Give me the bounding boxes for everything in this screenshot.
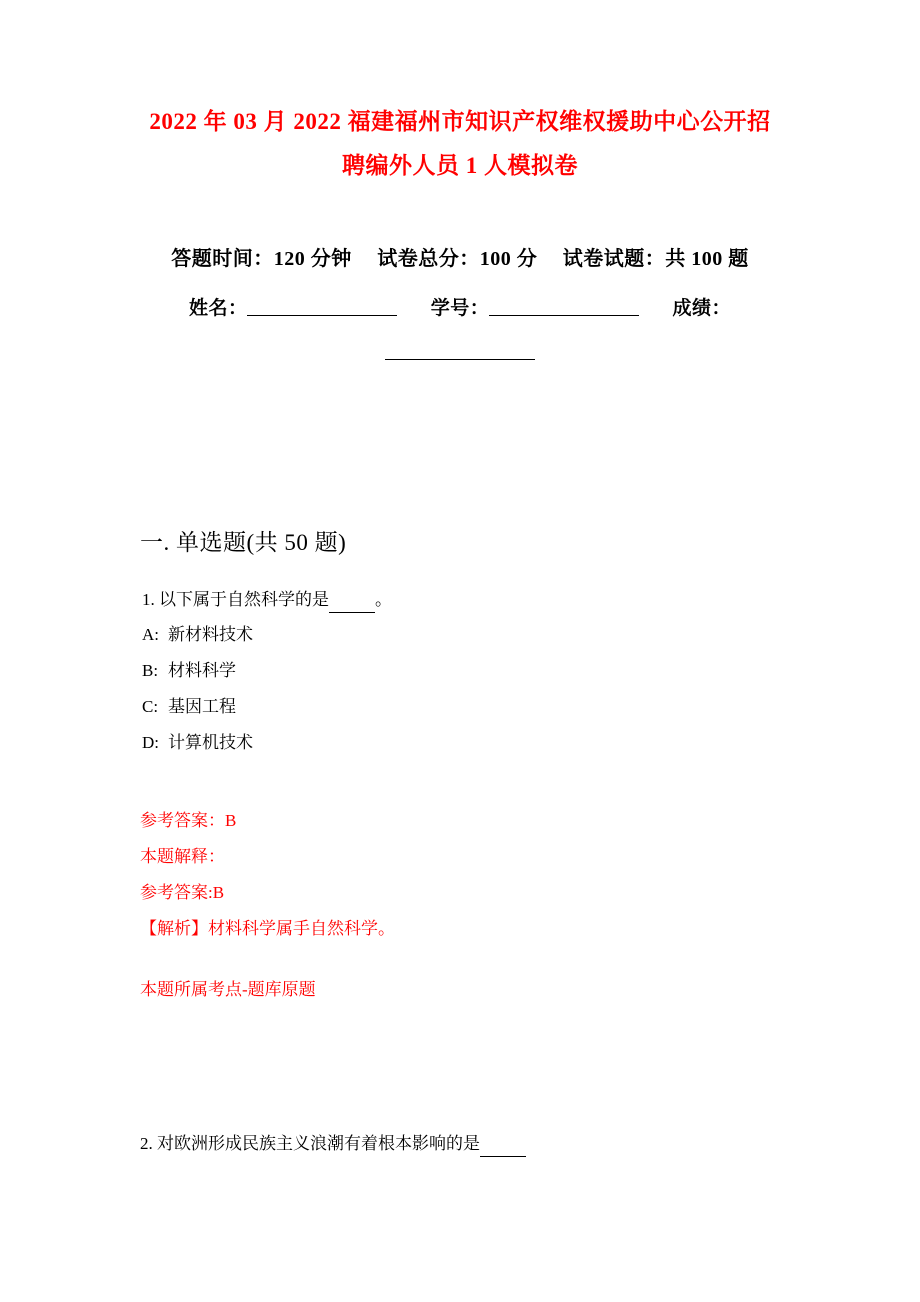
question-1 [140, 583, 780, 1007]
student-fields-line [140, 293, 780, 320]
question-1-option-b[interactable] [142, 653, 780, 689]
question-2-blank [480, 1155, 526, 1157]
question-1-stem-tail: 。 [375, 590, 392, 609]
option-d-text: 计算机技术 [168, 733, 253, 752]
score-label: 成绩： [672, 298, 732, 319]
question-1-answer: 参考答案：B [140, 811, 237, 830]
page-title: 2022 年 03 月 2022 福建福州市知识产权维权援助中心公开招聘编外人员 1 人模拟卷 [149, 109, 771, 178]
option-c-text: 基因工程 [168, 697, 236, 716]
question-1-topic-source: 本题所属考点-题库原题 [140, 980, 316, 999]
question-2-stem-text: 2. 对欧洲形成民族主义浪潮有着根本影响的是 [140, 1134, 480, 1153]
question-1-blank [329, 611, 375, 613]
option-a-letter: A: [142, 625, 159, 644]
question-1-answer-block [140, 803, 780, 1007]
question-1-analysis: 【解析】材料科学属手自然科学。 [140, 919, 395, 938]
question-1-option-a[interactable] [142, 617, 780, 653]
name-input-blank[interactable] [247, 314, 397, 316]
question-1-stem [142, 583, 780, 617]
question-1-explain-label: 本题解释： [140, 847, 225, 866]
answer-gap [140, 947, 780, 973]
name-field [189, 298, 398, 319]
name-label: 姓名： [188, 298, 248, 319]
option-a-text: 新材料技术 [168, 625, 253, 644]
option-b-letter: B: [142, 661, 159, 680]
exam-total-score: 试卷总分：100 分 [377, 248, 538, 270]
score-field [673, 298, 732, 319]
question-2 [140, 1127, 780, 1161]
question-1-stem-text: 1. 以下属于自然科学的是 [142, 590, 329, 609]
option-b-text: 材料科学 [168, 661, 236, 680]
option-d-letter: D: [142, 733, 159, 752]
score-input-blank[interactable] [385, 358, 535, 360]
exam-info-line [140, 242, 780, 271]
question-1-option-c[interactable] [142, 689, 780, 725]
exam-time: 答题时间：120 分钟 [171, 248, 352, 270]
student-id-input-blank[interactable] [489, 314, 639, 316]
option-c-letter: C: [142, 697, 159, 716]
exam-question-count: 试卷试题：共 100 题 [562, 248, 749, 270]
question-1-option-d[interactable] [142, 725, 780, 761]
student-id-field [431, 298, 640, 319]
score-blank-row [140, 346, 780, 364]
student-id-label: 学号： [430, 298, 490, 319]
question-1-answer-repeat: 参考答案:B [140, 883, 225, 902]
section-heading: 一. 单选题(共 50 题) [140, 530, 347, 555]
